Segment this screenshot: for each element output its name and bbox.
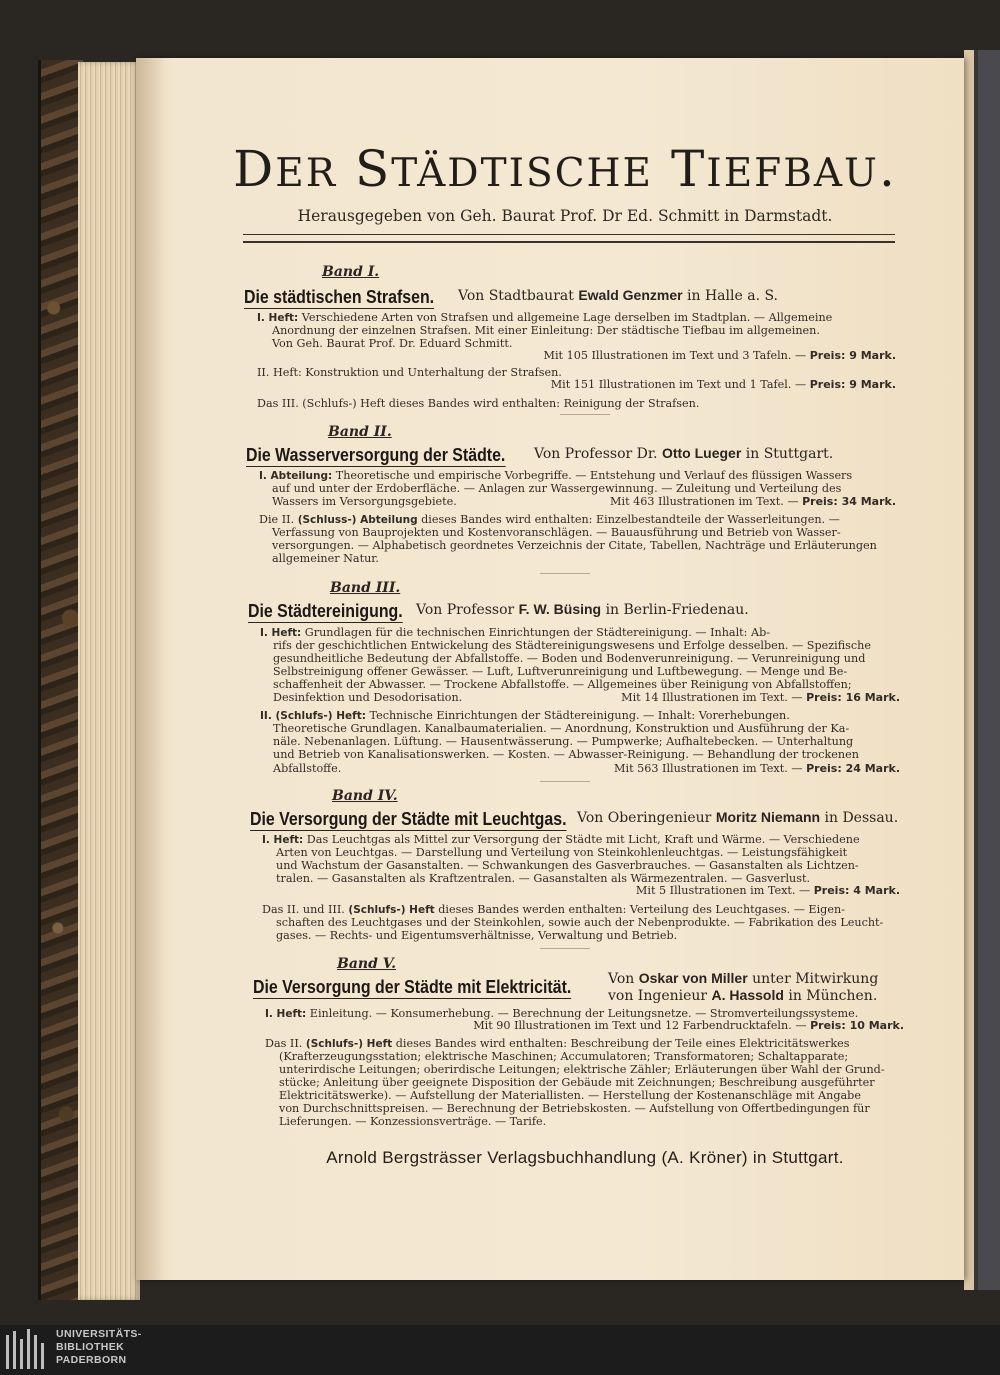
band-3-line: Desinfektion und Desodorisation. xyxy=(273,691,463,704)
band-4-closing: schaften des Leuchtgases und der Steinkohlen, sowie auch der Nebenprodukte. — Fabrikation des Leucht- xyxy=(276,916,884,929)
library-name-line-2: BIBLIOTHEK xyxy=(56,1341,125,1353)
band-4-closing: gases. — Rechts- und Eigentumsverhältnisse, Verwaltung und Betrieb. xyxy=(276,929,678,942)
band-1-heft-2: II. Heft: Konstruktion und Unterhaltung der Strafsen. xyxy=(257,366,562,379)
band-5-author-1: Von Oskar von Miller unter Mitwirkung xyxy=(608,970,879,987)
band-5-closing: von Durchschnittspreisen. — Berechnung der Betriebskosten. — Aufstellung von Offertbedingungen für xyxy=(279,1102,870,1115)
band-2-author: Von Professor Dr. Otto Lueger in Stuttgart. xyxy=(534,445,834,462)
band-3-line: rifs der geschichtlichen Entwickelung des Städtereinigungswesens und Erfolge desselben. — Spezifische xyxy=(273,639,872,652)
band-3-line: Selbstreinigung offener Gewässer. — Luft, Luftverunreinigung und Luftbewegung. — Menge und Be- xyxy=(273,665,848,678)
band-2-line: auf und unter der Erdoberfläche. — Anlagen zur Wassergewinnung. — Zuleitung und Verteilung des xyxy=(272,482,842,495)
band-3-line: schaffenheit der Abwasser. — Trockene Abfallstoffe. — Allgemeines über Reinigung von Abfallstoffen; xyxy=(273,678,852,691)
band-3-label: Band III. xyxy=(330,580,401,596)
band-5-closing: unterirdische Leitungen; oberirdische Leitungen; elektrische Zähler; Erläuterungen über Wahl der Grund- xyxy=(279,1063,885,1076)
band-3-price-1: Preis: 16 Mark. xyxy=(806,691,900,704)
band-2-line: Wassers im Versorgungsgebiete. xyxy=(272,495,457,508)
band-2-price: Preis: 34 Mark. xyxy=(802,495,896,508)
band-3-line-2: II. (Schlufs-) Heft: Technische Einrichtungen der Städtereinigung. — Inhalt: Vorerhebungen. xyxy=(260,709,790,722)
band-5-line: I. Heft: Einleitung. — Konsumerhebung. — Berechnung der Leitungsnetze. — Stromverteilungssysteme. xyxy=(265,1007,859,1020)
band-3-line-2: Abfallstoffe. xyxy=(273,762,342,775)
band-4-line: und Wachstum der Gasanstalten. — Schwankungen des Gasverbrauches. — Gasanstalten als Lichtzen- xyxy=(276,859,859,872)
band-4-closing: Das II. und III. (Schlufs-) Heft dieses Bandes werden enthalten: Verteilung des Leuchtgases. — Eigen- xyxy=(262,903,845,916)
band-3-price-2: Preis: 24 Mark. xyxy=(806,762,900,775)
band-5-closing: (Krafterzeugungsstation; elektrische Maschinen; Accumulatoren; Transformatoren; Schaltapparate; xyxy=(279,1050,849,1063)
band-5-heading: Die Versorgung der Städte mit Elektricität. xyxy=(253,976,572,997)
band-4-line: Arten von Leuchtgas. — Darstellung und Verteilung von Steinkohlenleuchtgas. — Leistungsfähigkeit xyxy=(276,846,848,859)
band-4-price: Preis: 4 Mark. xyxy=(813,884,900,897)
band-1-line: Von Geh. Baurat Prof. Dr. Eduard Schmitt. xyxy=(272,337,513,350)
band-2-label: Band II. xyxy=(328,424,392,440)
band-2-closing: Die II. (Schluss-) Abteilung dieses Bandes wird enthalten: Einzelbestandteile der Wasserleitungen. — xyxy=(259,513,840,526)
band-3-line-2: näle. Nebenanlagen. Lüftung. — Hausentwässerung. — Pumpwerke; Aufhaltebecken. — Unterhaltung xyxy=(273,735,854,748)
band-2-closing: Verfassung von Bauprojekten und Kostenvoranschlägen. — Bauausführung und Betrieb von Wasser- xyxy=(272,526,841,539)
band-1-closing: Das III. (Schlufs-) Heft dieses Bandes wird enthalten: Reinigung der Strafsen. xyxy=(257,397,700,410)
band-3-line: gesundheitliche Bedeutung der Abfallstoffe. — Boden und Bodenverunreinigung. — Verunreinigung und xyxy=(273,652,866,665)
band-4-detail: Mit 5 Illustrationen im Text. — Preis: 4 Mark. xyxy=(635,884,900,897)
library-logo-icon xyxy=(6,1329,48,1369)
band-3-heading: Die Städtereinigung. xyxy=(248,600,403,621)
band-5-closing: stücke; Anleitung über geeignete Disposition der Gebäude mit Zeichnungen; Beschreibung ausgeführter xyxy=(279,1076,875,1089)
band-3-line-2: Theoretische Grundlagen. Kanalbaumaterialien. — Anordnung, Konstruktion und Ausführung der Ka- xyxy=(273,722,850,735)
band-3-line: I. Heft: Grundlagen für die technischen Einrichtungen der Städtereinigung. — Inhalt: Ab- xyxy=(260,626,771,639)
band-5-closing: Lieferungen. — Konzessionsverträge. — Tarife. xyxy=(279,1115,547,1128)
separator xyxy=(540,948,590,949)
band-1-line: I. Heft: Verschiedene Arten von Strafsen und allgemeine Lage derselben im Stadtplan. — Allgemeine xyxy=(257,311,833,324)
title-rule xyxy=(243,234,895,243)
page-title: DER STÄDTISCHE TIEFBAU. xyxy=(233,140,897,198)
band-4-author: Von Oberingenieur Moritz Niemann in Dessau. xyxy=(577,809,899,826)
band-1-author: Von Stadtbaurat Ewald Genzmer in Halle a. S. xyxy=(458,287,779,304)
band-5-author-2: von Ingenieur A. Hassold in München. xyxy=(608,987,878,1004)
band-3-line-2: und Betrieb von Kanalisationswerken. — Kosten. — Abwasser-Reinigung. — Behandlung der trockenen xyxy=(273,748,859,761)
band-1-detail-2: Mit 151 Illustrationen im Text und 1 Tafel. — Preis: 9 Mark. xyxy=(550,378,896,391)
band-1-price-2: Preis: 9 Mark. xyxy=(809,378,896,391)
band-4-label: Band IV. xyxy=(332,788,398,804)
publisher-line: Arnold Bergsträsser Verlagsbuchhandlung (A. Kröner) in Stuttgart. xyxy=(326,1148,844,1167)
band-1-heading: Die städtischen Strafsen. xyxy=(244,286,435,307)
band-3-author: Von Professor F. W. Büsing in Berlin-Friedenau. xyxy=(416,601,749,618)
separator xyxy=(560,414,610,415)
band-2-closing: allgemeiner Natur. xyxy=(272,552,379,565)
band-1-label: Band I. xyxy=(322,264,380,280)
band-4-line: I. Heft: Das Leuchtgas als Mittel zur Versorgung der Städte mit Licht, Kraft und Wärme. — Verschiedene xyxy=(262,833,860,846)
band-1-detail-1: Mit 105 Illustrationen im Text und 3 Tafeln. — Preis: 9 Mark. xyxy=(543,349,896,362)
library-name-line-3: PADERBORN xyxy=(56,1354,127,1366)
library-footer xyxy=(0,1325,1000,1375)
band-1-line: Anordnung der einzelnen Strafsen. Mit einer Einleitung: Der städtische Tiefbau im allgemeinen. xyxy=(272,324,820,337)
band-1-price-1: Preis: 9 Mark. xyxy=(809,349,896,362)
separator xyxy=(540,573,590,574)
band-4-line: tralen. — Gasanstalten als Kraftzentralen. — Gasanstalten als Wärmezentralen. — Gasverlust. xyxy=(276,872,811,885)
band-5-label: Band V. xyxy=(337,956,397,972)
band-2-heading: Die Wasserversorgung der Städte. xyxy=(246,444,506,465)
band-3-detail-2: Mit 563 Illustrationen im Text. — Preis: 24 Mark. xyxy=(614,762,900,775)
separator xyxy=(540,781,590,782)
band-4-heading: Die Versorgung der Städte mit Leuchtgas. xyxy=(250,808,567,829)
band-2-detail: Mit 463 Illustrationen im Text. — Preis: 34 Mark. xyxy=(610,495,896,508)
band-2-closing: versorgungen. — Alphabetisch geordnetes Verzeichnis der Citate, Tabellen, Nachträge und Erläuterungen xyxy=(272,539,877,552)
band-5-closing: Das II. (Schlufs-) Heft dieses Bandes wird enthalten: Beschreibung der Teile eines Elektricitätswerkes xyxy=(265,1037,850,1050)
band-5-detail: Mit 90 Illustrationen im Text und 12 Farbendrucktafeln. — Preis: 10 Mark. xyxy=(473,1019,904,1032)
page-subtitle: Herausgegeben von Geh. Baurat Prof. Dr Ed. Schmitt in Darmstadt. xyxy=(297,207,833,225)
band-3-detail-1: Mit 14 Illustrationen im Text. — Preis: 16 Mark. xyxy=(621,691,900,704)
band-2-line: I. Abteilung: Theoretische und empirische Vorbegriffe. — Entstehung und Verlauf des flüssigen Wassers xyxy=(259,469,853,482)
library-name-line-1: UNIVERSITÄTS- xyxy=(56,1328,142,1340)
band-5-price: Preis: 10 Mark. xyxy=(810,1019,904,1032)
band-5-closing: Elektricitätswerke). — Aufstellung der Materiallisten. — Herstellung der Kostenanschläge mit Angabe xyxy=(279,1089,861,1102)
